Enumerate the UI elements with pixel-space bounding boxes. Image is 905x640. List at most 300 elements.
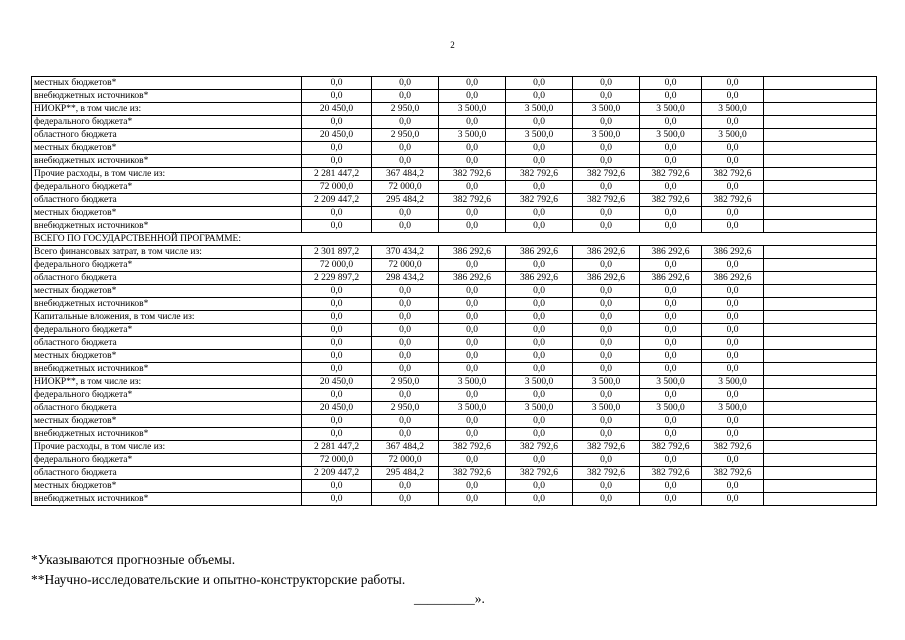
row-label: местных бюджетов* <box>32 415 302 428</box>
value-cell: 3 500,0 <box>506 129 573 142</box>
empty-cell <box>764 129 877 142</box>
value-cell: 0,0 <box>439 337 506 350</box>
table-row <box>32 441 877 454</box>
value-cell: 0,0 <box>640 77 702 90</box>
value-cell: 0,0 <box>372 480 439 493</box>
row-label: внебюджетных источников* <box>32 155 302 168</box>
value-cell: 0,0 <box>372 116 439 129</box>
value-cell: 0,0 <box>439 285 506 298</box>
empty-cell <box>764 376 877 389</box>
value-cell: 0,0 <box>439 142 506 155</box>
empty-cell <box>764 77 877 90</box>
value-cell: 0,0 <box>302 480 372 493</box>
value-cell: 370 434,2 <box>372 246 439 259</box>
table-row <box>32 376 877 389</box>
empty-cell <box>764 389 877 402</box>
value-cell: 3 500,0 <box>573 376 640 389</box>
value-cell: 0,0 <box>573 493 640 506</box>
value-cell: 0,0 <box>302 337 372 350</box>
value-cell: 0,0 <box>702 480 764 493</box>
row-label: федерального бюджета* <box>32 389 302 402</box>
value-cell: 386 292,6 <box>573 246 640 259</box>
empty-cell <box>764 181 877 194</box>
value-cell: 0,0 <box>439 155 506 168</box>
value-cell: 382 792,6 <box>439 441 506 454</box>
value-cell: 0,0 <box>640 415 702 428</box>
value-cell: 3 500,0 <box>506 376 573 389</box>
row-label: внебюджетных источников* <box>32 220 302 233</box>
row-label: федерального бюджета* <box>32 116 302 129</box>
row-label: Прочие расходы, в том числе из: <box>32 168 302 181</box>
value-cell: 3 500,0 <box>702 129 764 142</box>
value-cell: 0,0 <box>573 480 640 493</box>
value-cell: 386 292,6 <box>439 272 506 285</box>
page-number: 2 <box>450 40 455 50</box>
empty-cell <box>764 480 877 493</box>
empty-cell <box>764 116 877 129</box>
value-cell: 0,0 <box>640 207 702 220</box>
value-cell: 0,0 <box>302 77 372 90</box>
table-row <box>32 90 877 103</box>
value-cell: 0,0 <box>439 207 506 220</box>
value-cell: 386 292,6 <box>702 272 764 285</box>
value-cell: 3 500,0 <box>439 103 506 116</box>
row-label: местных бюджетов* <box>32 142 302 155</box>
empty-cell <box>764 402 877 415</box>
value-cell: 20 450,0 <box>302 129 372 142</box>
value-cell: 0,0 <box>702 428 764 441</box>
footnote-rnd: **Научно-исследовательские и опытно-конструкторские работы. <box>31 572 406 587</box>
value-cell: 0,0 <box>640 155 702 168</box>
value-cell: 3 500,0 <box>640 376 702 389</box>
value-cell: 386 292,6 <box>702 246 764 259</box>
value-cell: 295 484,2 <box>372 194 439 207</box>
value-cell: 20 450,0 <box>302 103 372 116</box>
empty-cell <box>764 142 877 155</box>
budget-table-body <box>32 77 877 506</box>
row-label: федерального бюджета* <box>32 181 302 194</box>
value-cell: 20 450,0 <box>302 376 372 389</box>
value-cell: 382 792,6 <box>439 194 506 207</box>
value-cell: 0,0 <box>702 207 764 220</box>
value-cell: 0,0 <box>439 415 506 428</box>
empty-cell <box>764 194 877 207</box>
empty-cell <box>764 207 877 220</box>
table-row <box>32 220 877 233</box>
row-label: внебюджетных источников* <box>32 90 302 103</box>
value-cell: 382 792,6 <box>702 467 764 480</box>
empty-cell <box>764 454 877 467</box>
row-label: местных бюджетов* <box>32 350 302 363</box>
table-row <box>32 207 877 220</box>
value-cell: 0,0 <box>573 324 640 337</box>
value-cell: 0,0 <box>573 454 640 467</box>
value-cell: 0,0 <box>702 116 764 129</box>
value-cell: 0,0 <box>573 220 640 233</box>
value-cell: 382 792,6 <box>640 441 702 454</box>
value-cell: 298 434,2 <box>372 272 439 285</box>
value-cell: 0,0 <box>372 298 439 311</box>
value-cell: 72 000,0 <box>302 259 372 272</box>
table-row <box>32 77 877 90</box>
value-cell: 0,0 <box>506 285 573 298</box>
value-cell: 72 000,0 <box>302 181 372 194</box>
value-cell: 0,0 <box>506 259 573 272</box>
table-row <box>32 493 877 506</box>
table-row <box>32 350 877 363</box>
row-label: Капитальные вложения, в том числе из: <box>32 311 302 324</box>
value-cell: 0,0 <box>702 155 764 168</box>
value-cell: 386 292,6 <box>506 246 573 259</box>
value-cell: 0,0 <box>640 428 702 441</box>
value-cell: 386 292,6 <box>573 272 640 285</box>
empty-cell <box>764 272 877 285</box>
value-cell: 0,0 <box>640 311 702 324</box>
row-label: Прочие расходы, в том числе из: <box>32 441 302 454</box>
row-label: местных бюджетов* <box>32 77 302 90</box>
value-cell: 0,0 <box>640 285 702 298</box>
empty-cell <box>764 324 877 337</box>
value-cell: 0,0 <box>439 259 506 272</box>
value-cell: 2 281 447,2 <box>302 168 372 181</box>
value-cell: 0,0 <box>372 389 439 402</box>
empty-cell <box>764 220 877 233</box>
value-cell: 0,0 <box>640 220 702 233</box>
table-row <box>32 480 877 493</box>
table-section-row <box>32 233 877 246</box>
value-cell: 0,0 <box>506 337 573 350</box>
value-cell: 382 792,6 <box>640 467 702 480</box>
value-cell: 0,0 <box>302 220 372 233</box>
row-label: областного бюджета <box>32 129 302 142</box>
table-row <box>32 246 877 259</box>
value-cell: 0,0 <box>506 350 573 363</box>
value-cell: 3 500,0 <box>439 402 506 415</box>
table-row <box>32 415 877 428</box>
value-cell: 3 500,0 <box>573 129 640 142</box>
value-cell: 0,0 <box>439 298 506 311</box>
value-cell: 0,0 <box>506 181 573 194</box>
empty-cell <box>764 467 877 480</box>
value-cell: 0,0 <box>372 220 439 233</box>
value-cell: 386 292,6 <box>439 246 506 259</box>
value-cell: 382 792,6 <box>573 441 640 454</box>
empty-cell <box>764 168 877 181</box>
value-cell: 2 301 897,2 <box>302 246 372 259</box>
value-cell: 3 500,0 <box>702 402 764 415</box>
value-cell: 0,0 <box>573 181 640 194</box>
value-cell: 2 229 897,2 <box>302 272 372 285</box>
row-label: Всего финансовых затрат, в том числе из: <box>32 246 302 259</box>
value-cell: 382 792,6 <box>702 168 764 181</box>
value-cell: 2 950,0 <box>372 129 439 142</box>
value-cell: 0,0 <box>302 363 372 376</box>
value-cell: 367 484,2 <box>372 168 439 181</box>
value-cell: 0,0 <box>372 337 439 350</box>
value-cell: 0,0 <box>506 77 573 90</box>
empty-cell <box>764 246 877 259</box>
empty-cell <box>764 285 877 298</box>
value-cell: 0,0 <box>372 311 439 324</box>
value-cell: 0,0 <box>506 142 573 155</box>
row-label: областного бюджета <box>32 194 302 207</box>
value-cell: 386 292,6 <box>640 246 702 259</box>
value-cell: 0,0 <box>372 493 439 506</box>
value-cell: 0,0 <box>702 454 764 467</box>
value-cell: 0,0 <box>573 77 640 90</box>
value-cell: 0,0 <box>506 116 573 129</box>
value-cell: 0,0 <box>439 90 506 103</box>
value-cell: 0,0 <box>702 285 764 298</box>
value-cell: 386 292,6 <box>640 272 702 285</box>
table-row <box>32 272 877 285</box>
section-title: ВСЕГО ПО ГОСУДАРСТВЕННОЙ ПРОГРАММЕ: <box>32 233 877 246</box>
value-cell: 382 792,6 <box>573 467 640 480</box>
table-row <box>32 454 877 467</box>
value-cell: 386 292,6 <box>506 272 573 285</box>
table-row <box>32 428 877 441</box>
value-cell: 0,0 <box>506 454 573 467</box>
value-cell: 0,0 <box>573 207 640 220</box>
value-cell: 72 000,0 <box>372 259 439 272</box>
value-cell: 0,0 <box>640 142 702 155</box>
value-cell: 382 792,6 <box>439 467 506 480</box>
value-cell: 0,0 <box>702 259 764 272</box>
value-cell: 3 500,0 <box>702 376 764 389</box>
table-row <box>32 285 877 298</box>
empty-cell <box>764 298 877 311</box>
value-cell: 0,0 <box>372 324 439 337</box>
row-label: внебюджетных источников* <box>32 493 302 506</box>
value-cell: 382 792,6 <box>506 194 573 207</box>
budget-table <box>31 76 877 506</box>
value-cell: 367 484,2 <box>372 441 439 454</box>
table-row <box>32 337 877 350</box>
value-cell: 0,0 <box>506 415 573 428</box>
footnote-forecast: *Указываются прогнозные объемы. <box>31 552 236 567</box>
value-cell: 0,0 <box>439 493 506 506</box>
row-label: местных бюджетов* <box>32 285 302 298</box>
value-cell: 0,0 <box>702 298 764 311</box>
value-cell: 0,0 <box>573 389 640 402</box>
value-cell: 382 792,6 <box>702 194 764 207</box>
value-cell: 0,0 <box>506 155 573 168</box>
value-cell: 0,0 <box>640 363 702 376</box>
value-cell: 0,0 <box>302 493 372 506</box>
value-cell: 0,0 <box>372 363 439 376</box>
value-cell: 3 500,0 <box>640 129 702 142</box>
value-cell: 0,0 <box>573 285 640 298</box>
row-label: федерального бюджета* <box>32 324 302 337</box>
table-row <box>32 259 877 272</box>
row-label: областного бюджета <box>32 337 302 350</box>
value-cell: 2 281 447,2 <box>302 441 372 454</box>
value-cell: 0,0 <box>372 207 439 220</box>
value-cell: 0,0 <box>573 155 640 168</box>
value-cell: 0,0 <box>372 428 439 441</box>
value-cell: 0,0 <box>506 207 573 220</box>
value-cell: 0,0 <box>506 389 573 402</box>
row-label: НИОКР**, в том числе из: <box>32 376 302 389</box>
value-cell: 72 000,0 <box>372 181 439 194</box>
value-cell: 382 792,6 <box>702 441 764 454</box>
value-cell: 0,0 <box>302 142 372 155</box>
value-cell: 0,0 <box>640 324 702 337</box>
value-cell: 0,0 <box>573 259 640 272</box>
value-cell: 382 792,6 <box>573 168 640 181</box>
row-label: областного бюджета <box>32 402 302 415</box>
value-cell: 3 500,0 <box>506 402 573 415</box>
table-row <box>32 181 877 194</box>
value-cell: 0,0 <box>439 428 506 441</box>
table-row <box>32 298 877 311</box>
empty-cell <box>764 428 877 441</box>
value-cell: 0,0 <box>302 155 372 168</box>
value-cell: 0,0 <box>506 493 573 506</box>
value-cell: 382 792,6 <box>573 194 640 207</box>
value-cell: 72 000,0 <box>302 454 372 467</box>
value-cell: 0,0 <box>439 480 506 493</box>
empty-cell <box>764 493 877 506</box>
value-cell: 0,0 <box>640 493 702 506</box>
table-row <box>32 389 877 402</box>
value-cell: 0,0 <box>372 77 439 90</box>
value-cell: 0,0 <box>702 415 764 428</box>
value-cell: 0,0 <box>302 389 372 402</box>
empty-cell <box>764 441 877 454</box>
value-cell: 382 792,6 <box>506 467 573 480</box>
value-cell: 0,0 <box>573 116 640 129</box>
value-cell: 295 484,2 <box>372 467 439 480</box>
value-cell: 2 950,0 <box>372 376 439 389</box>
table-row <box>32 324 877 337</box>
value-cell: 0,0 <box>573 428 640 441</box>
empty-cell <box>764 90 877 103</box>
table-row <box>32 311 877 324</box>
value-cell: 0,0 <box>439 350 506 363</box>
value-cell: 3 500,0 <box>573 103 640 116</box>
value-cell: 0,0 <box>702 337 764 350</box>
value-cell: 0,0 <box>506 428 573 441</box>
value-cell: 72 000,0 <box>372 454 439 467</box>
value-cell: 0,0 <box>439 77 506 90</box>
value-cell: 0,0 <box>506 324 573 337</box>
empty-cell <box>764 363 877 376</box>
empty-cell <box>764 311 877 324</box>
value-cell: 0,0 <box>702 350 764 363</box>
value-cell: 3 500,0 <box>439 376 506 389</box>
value-cell: 0,0 <box>573 142 640 155</box>
value-cell: 0,0 <box>640 90 702 103</box>
value-cell: 0,0 <box>506 480 573 493</box>
value-cell: 382 792,6 <box>439 168 506 181</box>
row-label: областного бюджета <box>32 467 302 480</box>
row-label: областного бюджета <box>32 272 302 285</box>
empty-cell <box>764 155 877 168</box>
value-cell: 0,0 <box>302 324 372 337</box>
table-row <box>32 363 877 376</box>
value-cell: 0,0 <box>372 155 439 168</box>
value-cell: 0,0 <box>640 480 702 493</box>
value-cell: 3 500,0 <box>640 103 702 116</box>
table-row <box>32 155 877 168</box>
value-cell: 0,0 <box>640 350 702 363</box>
closing-mark: _________». <box>414 591 485 606</box>
value-cell: 0,0 <box>702 493 764 506</box>
value-cell: 0,0 <box>702 324 764 337</box>
value-cell: 382 792,6 <box>640 168 702 181</box>
value-cell: 0,0 <box>573 298 640 311</box>
value-cell: 0,0 <box>640 298 702 311</box>
value-cell: 2 950,0 <box>372 103 439 116</box>
value-cell: 0,0 <box>640 454 702 467</box>
value-cell: 0,0 <box>302 415 372 428</box>
row-label: внебюджетных источников* <box>32 298 302 311</box>
value-cell: 0,0 <box>372 90 439 103</box>
table-row <box>32 103 877 116</box>
value-cell: 0,0 <box>506 298 573 311</box>
value-cell: 0,0 <box>506 311 573 324</box>
value-cell: 382 792,6 <box>640 194 702 207</box>
table-row <box>32 116 877 129</box>
value-cell: 0,0 <box>506 90 573 103</box>
value-cell: 3 500,0 <box>506 103 573 116</box>
row-label: внебюджетных источников* <box>32 363 302 376</box>
value-cell: 0,0 <box>302 350 372 363</box>
value-cell: 0,0 <box>573 415 640 428</box>
value-cell: 0,0 <box>702 389 764 402</box>
row-label: местных бюджетов* <box>32 480 302 493</box>
row-label: федерального бюджета* <box>32 454 302 467</box>
value-cell: 0,0 <box>640 181 702 194</box>
value-cell: 0,0 <box>302 285 372 298</box>
row-label: федерального бюджета* <box>32 259 302 272</box>
table-row <box>32 467 877 480</box>
value-cell: 3 500,0 <box>439 129 506 142</box>
row-label: НИОКР**, в том числе из: <box>32 103 302 116</box>
value-cell: 0,0 <box>302 207 372 220</box>
value-cell: 0,0 <box>439 220 506 233</box>
value-cell: 0,0 <box>640 337 702 350</box>
value-cell: 0,0 <box>372 285 439 298</box>
value-cell: 0,0 <box>439 324 506 337</box>
value-cell: 2 209 447,2 <box>302 194 372 207</box>
empty-cell <box>764 103 877 116</box>
value-cell: 0,0 <box>439 181 506 194</box>
value-cell: 0,0 <box>439 363 506 376</box>
value-cell: 0,0 <box>702 363 764 376</box>
value-cell: 0,0 <box>702 311 764 324</box>
value-cell: 0,0 <box>573 337 640 350</box>
empty-cell <box>764 337 877 350</box>
value-cell: 3 500,0 <box>702 103 764 116</box>
value-cell: 3 500,0 <box>640 402 702 415</box>
value-cell: 0,0 <box>439 454 506 467</box>
value-cell: 2 209 447,2 <box>302 467 372 480</box>
value-cell: 20 450,0 <box>302 402 372 415</box>
value-cell: 0,0 <box>573 311 640 324</box>
empty-cell <box>764 259 877 272</box>
value-cell: 0,0 <box>302 116 372 129</box>
value-cell: 0,0 <box>372 350 439 363</box>
empty-cell <box>764 350 877 363</box>
value-cell: 2 950,0 <box>372 402 439 415</box>
value-cell: 0,0 <box>702 77 764 90</box>
table-row <box>32 402 877 415</box>
row-label: внебюджетных источников* <box>32 428 302 441</box>
table-row <box>32 129 877 142</box>
value-cell: 0,0 <box>702 90 764 103</box>
